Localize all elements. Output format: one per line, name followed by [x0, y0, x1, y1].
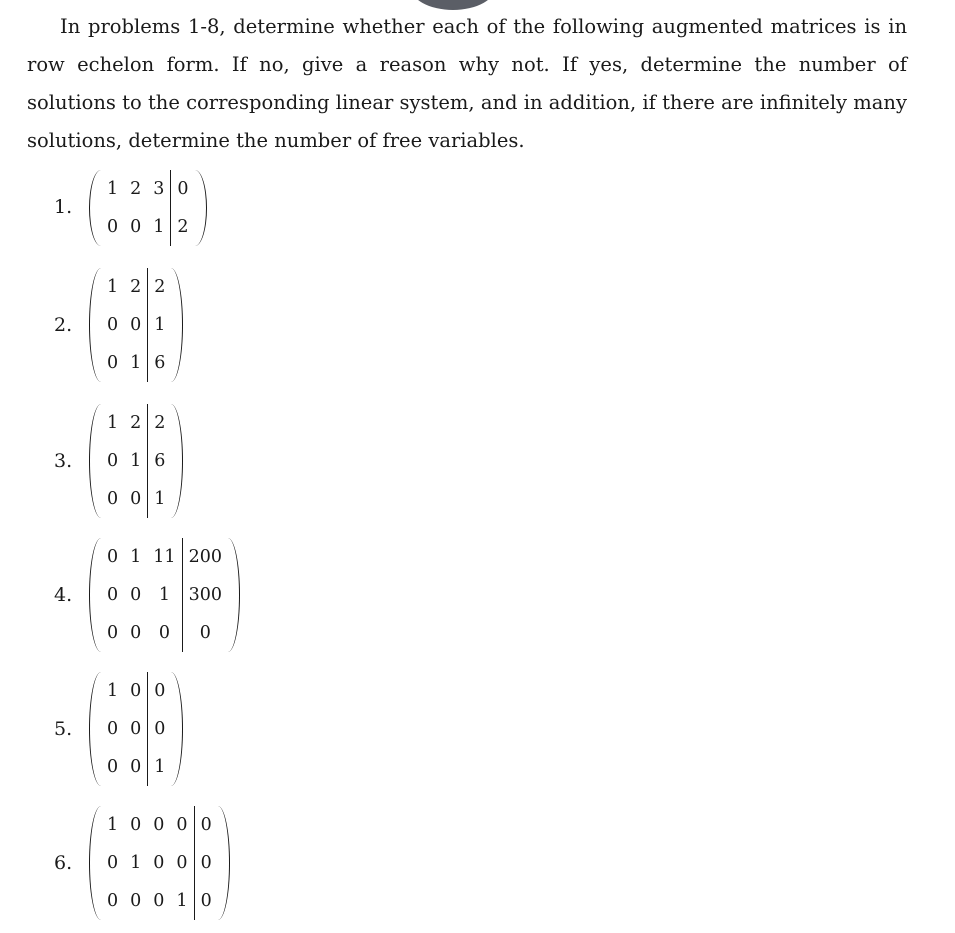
augmented-entry: 2: [148, 268, 172, 306]
augmented-entry: 0: [194, 806, 218, 844]
right-parenthesis: [171, 268, 183, 382]
left-parenthesis: [89, 268, 101, 382]
coefficient-entry: 3: [153, 179, 165, 199]
coefficient-entry: 1: [107, 681, 119, 701]
matrix-row: [101, 576, 228, 614]
coefficient-entry: 0: [107, 853, 119, 873]
coefficient-entry: 1: [158, 585, 170, 605]
coefficient-entry: 11: [153, 547, 176, 567]
coefficient-entry: 0: [153, 891, 165, 911]
matrix-row: [101, 208, 195, 246]
matrix-row: [101, 404, 171, 442]
matrix-entries: [101, 672, 171, 786]
augmented-matrix: [89, 672, 183, 786]
augmented-entry: 0: [148, 710, 172, 748]
coefficient-entry: 0: [107, 757, 119, 777]
matrix-row: [101, 480, 171, 518]
coefficient-entry: 0: [130, 585, 142, 605]
coefficient-entry: 0: [176, 815, 188, 835]
problem-number: 3.: [54, 450, 73, 472]
augmented-entry: 0: [171, 170, 195, 208]
matrix-entries: [101, 404, 171, 518]
coefficient-entry: 1: [107, 277, 119, 297]
left-parenthesis: [89, 672, 101, 786]
coefficient-entry: 1: [107, 179, 119, 199]
coefficient-entry: 2: [130, 179, 142, 199]
coefficient-entry: 0: [130, 891, 142, 911]
coefficient-entry: 2: [130, 277, 142, 297]
augmented-entry: 2: [148, 404, 172, 442]
matrix-row: [101, 614, 228, 652]
coefficient-entry: 0: [130, 489, 142, 509]
right-parenthesis: [171, 672, 183, 786]
augmented-matrix: [89, 170, 207, 246]
matrix-entries: [101, 538, 228, 652]
augmented-matrix: [89, 268, 183, 382]
left-parenthesis: [89, 538, 101, 652]
matrix-row: [101, 268, 171, 306]
coefficient-entry: 1: [130, 353, 142, 373]
coefficient-entry: 1: [176, 891, 188, 911]
coefficient-entry: 0: [130, 315, 142, 335]
problem-number: 2.: [54, 314, 73, 336]
right-parenthesis: [218, 806, 230, 920]
matrix-row: [101, 748, 171, 786]
coefficient-entry: 0: [107, 585, 119, 605]
matrix-entries: [101, 170, 195, 246]
augmented-entry: 0: [194, 844, 218, 882]
augmented-entry: 1: [148, 748, 172, 786]
problem-number: 4.: [54, 584, 73, 606]
coefficient-entry: 0: [130, 719, 142, 739]
augmented-entry: 0: [148, 672, 172, 710]
coefficient-entry: 1: [130, 853, 142, 873]
coefficient-entry: 0: [130, 623, 142, 643]
augmented-entry: 200: [182, 538, 228, 576]
coefficient-entry: 0: [107, 217, 119, 237]
augmented-matrix: [89, 806, 230, 920]
instructions-paragraph: In problems 1-8, determine whether each of the following augmented matrices is in row echelon form. If no, give a reason why not. If yes, determine the number of solutions to the corresponding linear system, and in addition, if there are infinitely many solutions, determine the number of free variables.: [27, 15, 907, 152]
left-parenthesis: [89, 170, 101, 246]
coefficient-entry: 0: [107, 547, 119, 567]
left-parenthesis: [89, 806, 101, 920]
right-parenthesis: [228, 538, 240, 652]
coefficient-entry: 0: [107, 489, 119, 509]
coefficient-entry: 0: [107, 623, 119, 643]
augmented-entry: 0: [182, 614, 228, 652]
matrix-entries: [101, 806, 218, 920]
matrix-row: [101, 710, 171, 748]
coefficient-entry: 0: [153, 815, 165, 835]
coefficient-entry: 0: [130, 681, 142, 701]
problem-number: 1.: [54, 196, 73, 218]
coefficient-entry: 0: [153, 853, 165, 873]
matrix-row: [101, 672, 171, 710]
matrix-row: [101, 844, 218, 882]
problem-number: 6.: [54, 852, 73, 874]
problem-number: 5.: [54, 718, 73, 740]
coefficient-entry: 0: [130, 757, 142, 777]
coefficient-entry: 1: [130, 451, 142, 471]
right-parenthesis: [195, 170, 207, 246]
coefficient-entry: 1: [153, 217, 165, 237]
coefficient-entry: 1: [107, 413, 119, 433]
matrix-row: [101, 306, 171, 344]
coefficient-entry: 2: [130, 413, 142, 433]
coefficient-entry: 0: [107, 451, 119, 471]
coefficient-entry: 0: [176, 853, 188, 873]
coefficient-entry: 1: [130, 547, 142, 567]
augmented-entry: 0: [194, 882, 218, 920]
right-parenthesis: [171, 404, 183, 518]
coefficient-entry: 0: [130, 815, 142, 835]
augmented-entry: 300: [182, 576, 228, 614]
augmented-entry: 6: [148, 442, 172, 480]
matrix-row: [101, 344, 171, 382]
augmented-entry: 1: [148, 306, 172, 344]
matrix-row: [101, 806, 218, 844]
coefficient-entry: 0: [130, 217, 142, 237]
matrix-row: [101, 538, 228, 576]
coefficient-entry: 0: [107, 719, 119, 739]
coefficient-entry: 1: [107, 815, 119, 835]
augmented-entry: 2: [171, 208, 195, 246]
augmented-matrix: [89, 538, 240, 652]
matrix-row: [101, 882, 218, 920]
coefficient-entry: 0: [107, 353, 119, 373]
matrix-entries: [101, 268, 171, 382]
augmented-entry: 1: [148, 480, 172, 518]
coefficient-entry: 0: [107, 891, 119, 911]
augmented-entry: 6: [148, 344, 172, 382]
coefficient-entry: 0: [158, 623, 170, 643]
left-parenthesis: [89, 404, 101, 518]
coefficient-entry: 0: [107, 315, 119, 335]
augmented-matrix: [89, 404, 183, 518]
matrix-row: [101, 442, 171, 480]
matrix-row: [101, 170, 195, 208]
